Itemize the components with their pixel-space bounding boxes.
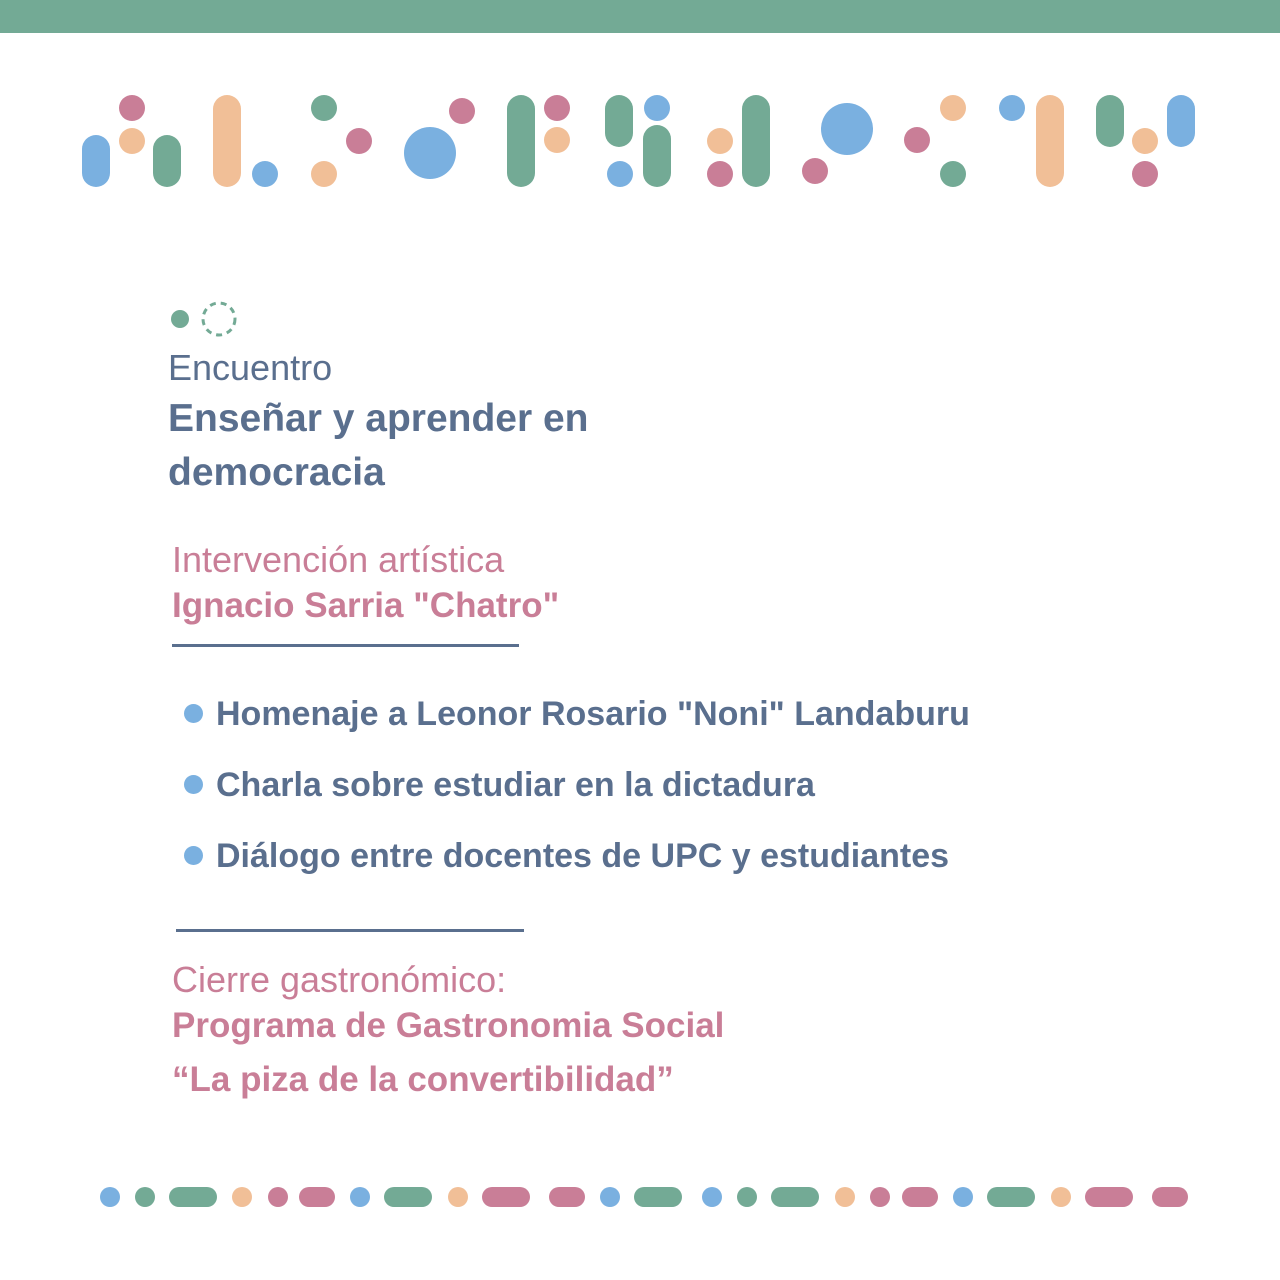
divider bbox=[172, 644, 519, 647]
bullet-icon bbox=[184, 846, 203, 865]
activity-text: Charla sobre estudiar en la dictadura bbox=[216, 766, 815, 804]
activity-item bbox=[184, 759, 970, 830]
decorative-dot-pattern-bottom bbox=[0, 1180, 1280, 1216]
section-marker-icon bbox=[168, 300, 240, 340]
closing-label: Cierre gastronómico: bbox=[172, 959, 507, 1000]
intervention-artist: Ignacio Sarria "Chatro" bbox=[172, 586, 560, 625]
activity-text: Homenaje a Leonor Rosario "Noni" Landaburu bbox=[216, 695, 970, 733]
activity-text: Diálogo entre docentes de UPC y estudiantes bbox=[216, 837, 950, 875]
bullet-icon bbox=[184, 775, 203, 794]
event-type-label: Encuentro bbox=[168, 347, 333, 388]
event-title: Enseñar y aprender en democracia bbox=[168, 397, 589, 494]
divider bbox=[176, 929, 524, 932]
intervention-label: Intervención artística bbox=[172, 539, 505, 580]
closing-program: Programa de Gastronomia Social bbox=[172, 1006, 725, 1045]
activity-item bbox=[184, 830, 970, 901]
activity-item bbox=[184, 688, 970, 759]
bullet-icon bbox=[184, 704, 203, 723]
activity-list bbox=[184, 688, 970, 901]
closing-program-title: “La piza de la convertibilidad” bbox=[172, 1060, 674, 1099]
